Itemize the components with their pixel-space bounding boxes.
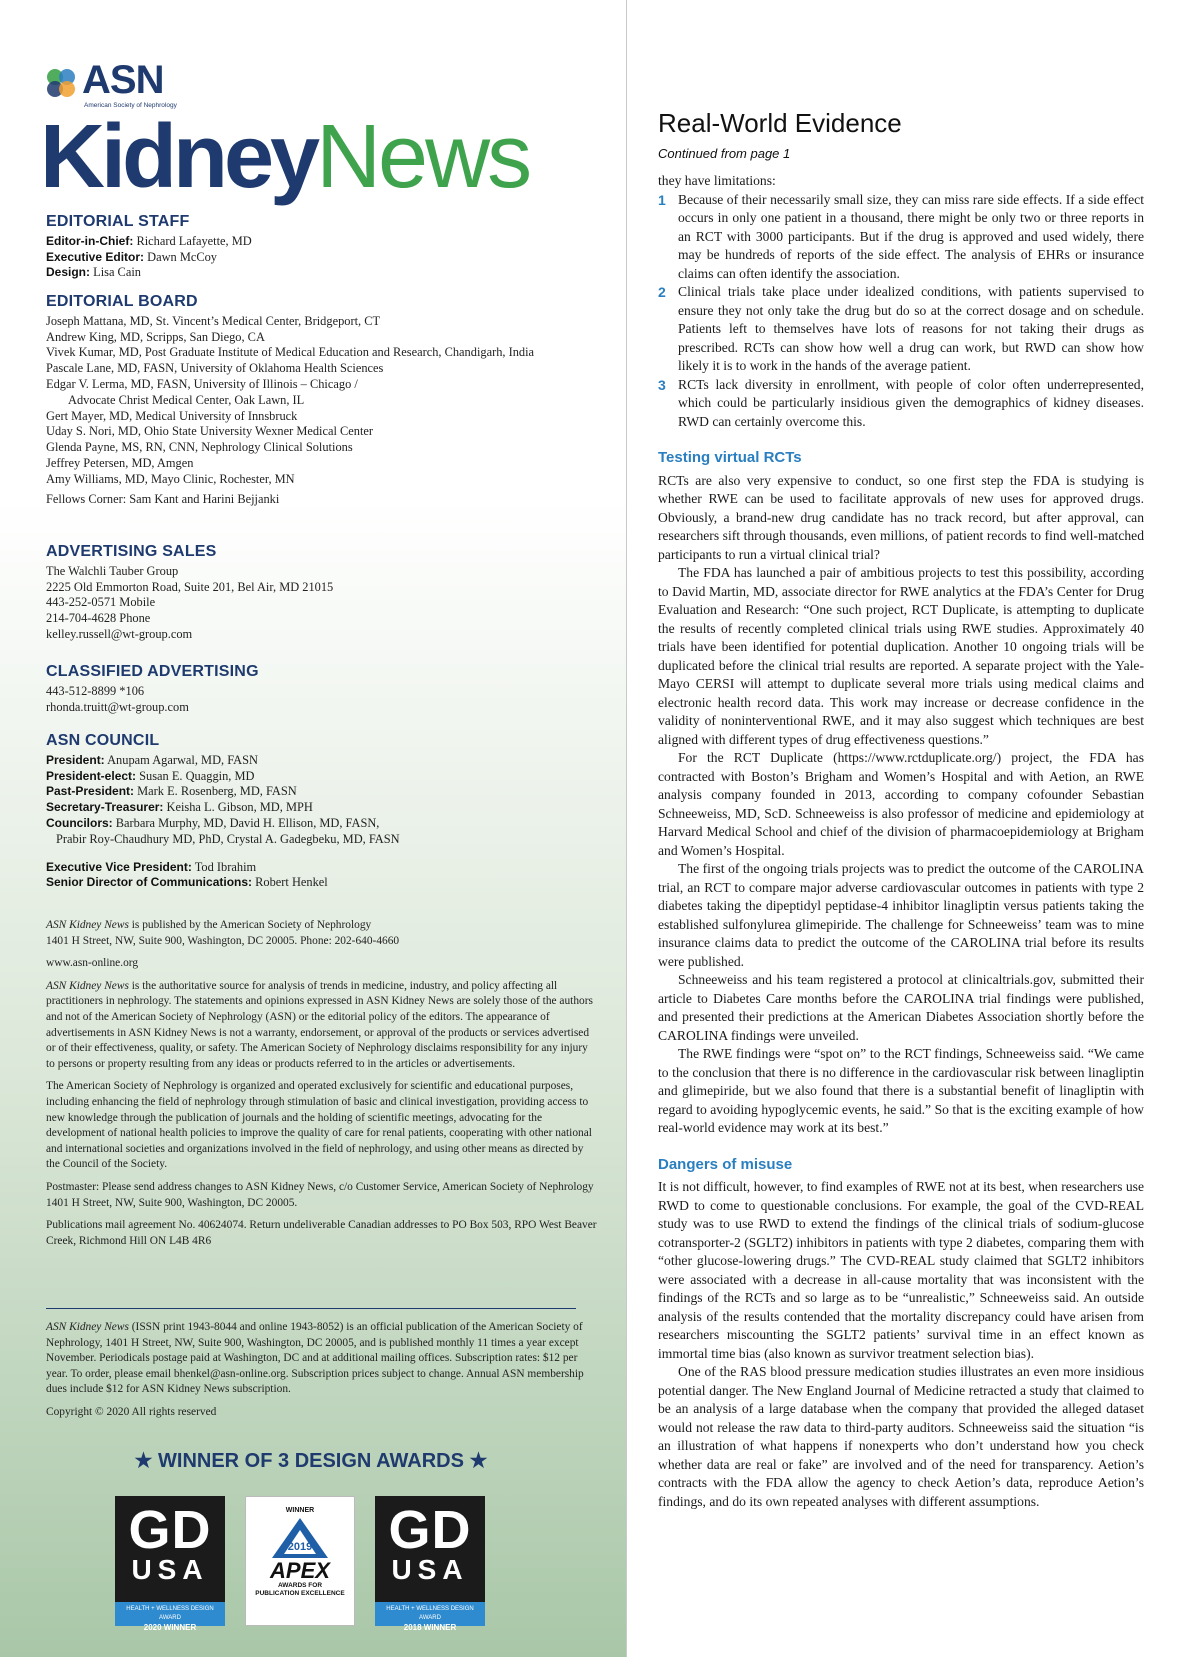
fine-print: [46, 918, 598, 1256]
mail-agreement: Publications mail agreement No. 40624074. Return undeliverable Canadian addresses to PO Box 503, RPO West Beaver Creek, Richmond Hill ON L4B 4R6: [46, 1219, 597, 1247]
apex-year: 2019: [287, 1541, 313, 1553]
article-body: they have limitations: 1 Because of their necessarily small size, they can miss rare side effects. If a side effect occurs in only one patient in a thousand, there might be only two or three reports in an RCT with 3000 participants. But if the drug is approved and used widely, there may be hundreds of reports of the side effect. The analysis of EHRs or insurance claims can often identify the association. 2 Clinical trials take place under idealized conditions, with patients supervised to ensure they not only take the drug but do so at the correct dosage and on schedule. Patients left to themselves have lots of reasons for not taking their drugs as prescribed. RCTs can show how well a drug can work, but RWD can show how likely it is to work in the hands of the average patient. 3 RCTs lack diversity in enrollment, with people of color often underrepresented, which could be particularly insidious given the demographics of kidney diseases. RWD can certainly overcome this. Testing virtual RCTs RCTs are also very expensive to conduct, so one first step the FDA is studying is whether RWE can be used to facilitate approvals of new uses for approved drugs. Obviously, a brand-new drug candidate has no track record, but after approval, can researchers sift through thousands, even millions, of patient records to find well-matched participants to run a virtual clinical trial? The FDA has launched a pair of ambitious projects to test this possibility, according to David Martin, MD, associate director for RWE analytics at the FDA’s Center for Drug Evaluation and Research: “One such project, RCT Duplicate, is attempting to duplicate the results of recently completed clinical trials using RWE studies. Approximately 40 trials have been identified for potential duplication. Another 10 ongoing trials will be duplicated before the clinical trial results are reported. A separate project with the Yale-Mayo CERSI will attempt to duplicate several more trials using medical claims and electronic health record data. This work may increase or decrease confidence in the validity of noninterventional RWE, and it may also suggest which techniques are best aligned with different types of drug effectiveness questions.” For the RCT Duplicate (https://www.rctduplicate.org/) project, the FDA has contracted with Boston’s Brigham and Women’s Hospital and with Aetion, an RWE analysis company founded in 2013, according to company cofounder Sebastian Schneeweiss, MD, ScD. Schneeweiss is also professor of medicine and epidemiology at Harvard Medical School and chief of the division of pharmacoepidemiology at Brigham and Women’s Hospital. The first of the ongoing trials projects was to predict the outcome of the CAROLINA trial, an RCT to compare major adverse cardiovascular outcomes in patients with type 2 diabetes taking the dipeptidyl peptidase-4 inhibitor linagliptin versus patients taking the established sulfonylurea glimepiride. The challenge for Schneeweiss’ team was to mine insurance claims data to predict the outcome of the CAROLINA trial before its results were published. Schneeweiss and his team registered a protocol at clinicaltrials.gov, submitted their article to Diabetes Care months before the CAROLINA trial findings were published, and presented their predictions at the American Diabetes Association shortly before the CAROLINA findings were unveiled. The RWE findings were “spot on” to the RCT findings, Schneeweiss said. “We came to the conclusion that there is no difference in the cardiovascular risk between linagliptin and glimepiride, but we also found that there is a substantial benefit of linagliptin with regard to avoiding hypoglycemic events, he said.” So that is the exciting example of how real-world evidence may work at its best.” Dangers of misuse It is not difficult, however, to find examples of RWE not at its best, when researchers use RWD to come to questionable conclusions. For example, the goal of the CVD-REAL study was to use RWD to extend the findings of the clinical trials of sodium-glucose cotransporter-2 (SGLT2) inhibitors in patients with type 2 diabetes, comparing them with “other glucose-lowering drugs.” The CVD-REAL study claimed that SGLT2 inhibitors were associated with a decrease in all-cause mortality that was inconsistent with the findings of the RCTs and so large as to be “unrealistic,” Schneeweiss said. An outside analysis of the results contended that the mortality discrepancy could have arisen from researchers miscounting the SGLT2 patients’ survival time in an effect known as immortal time bias (also known as survivor treatment selection bias). One of the RAS blood pressure medication studies illustrates an even more insidious potential danger. The New England Journal of Medicine retracted a study that claimed to be an analysis of a large database when the company that provided the alleged dataset would not release the raw data to third-party auditors. Schneeweiss said the situation “is an illustration of what happens if nonexperts who don’t understand how you check whether data are real or fake” are involved and of the need for transparency. Aetion’s contracts with the FDA allow the agency to check Aetion’s data, reproduce Aetion’s findings, and do its own repeated analyses with different assumptions.: [658, 172, 1144, 1511]
council-row: Past-President: Mark E. Rosenberg, MD, FASN: [46, 784, 297, 799]
paragraph: Schneeweiss and his team registered a protocol at clinicaltrials.gov, submitted their article to Diabetes Care months before the CAROLINA trial findings were published, and presented their predictions at the American Diabetes Association shortly before the CAROLINA findings were unveiled.: [658, 972, 1144, 1043]
sales-email[interactable]: kelley.russell@wt-group.com: [46, 626, 193, 641]
article-title: Real-World Evidence: [658, 108, 902, 138]
staff-row: Executive Editor: Dawn McCoy: [46, 249, 218, 264]
asn-logo-icon: [44, 66, 78, 100]
editorial-staff: [46, 214, 606, 281]
classified-email[interactable]: rhonda.truitt@wt-group.com: [46, 699, 189, 714]
published-by: ASN Kidney News is published by the American Society of Nephrology 1401 H Street, NW, Suite 900, Washington, DC 20005. Phone: 202-640-4660: [46, 919, 400, 947]
paragraph: For the RCT Duplicate (https://www.rctduplicate.org/) project, the FDA has contracted with Boston’s Brigham and Women’s Hospital and with Aetion, an RWE analysis company founded in 2013, according to company cofounder Sebastian Schneeweiss, MD, ScD. Schneeweiss is also professor of medicine and epidemiology at Harvard Medical School and chief of the division of pharmacoepidemiology at Brigham and Women’s Hospital.: [658, 750, 1144, 858]
classified-advertising: CLASSIFIED ADVERTISING 443-512-8899 *106 rhonda.truitt@wt-group.com: [46, 664, 606, 715]
advertising-sales-heading: ADVERTISING SALES: [46, 543, 217, 560]
list-item: 2 Clinical trials take place under idealized conditions, with patients supervised to ensure they not only take the drug but do so at the correct dosage and on schedule. Patients left to themselves have lots of reasons for not taking their drugs as prescribed. RCTs can show how well a drug can work, but RWD can show how likely it is to work in the hands of the average patient.: [658, 284, 1144, 373]
advertising-sales: ADVERTISING SALES The Walchli Tauber Group 2225 Old Emmorton Road, Suite 201, Bel Air, MD 21015 443-252-0571 Mobile 214-704-4628 Phone kelley.russell@wt-group.com: [46, 544, 606, 643]
board-member: Jeffrey Petersen, MD, Amgen: [46, 455, 194, 470]
subhead-dangers: Dangers of misuse: [658, 1155, 793, 1173]
board-member: Advocate Christ Medical Center, Oak Lawn, IL: [68, 392, 305, 407]
board-member: Gert Mayer, MD, Medical University of Innsbruck: [46, 408, 298, 423]
website-link[interactable]: www.asn-online.org: [46, 957, 139, 970]
copyright: Copyright © 2020 All rights reserved: [46, 1405, 217, 1418]
board-member: Joseph Mattana, MD, St. Vincent’s Medical Center, Bridgeport, CT: [46, 313, 381, 328]
asn-wordmark: ASN: [82, 58, 164, 102]
asn-council: ASN COUNCIL President: Anupam Agarwal, MD, FASN President-elect: Susan E. Quaggin, MD Past-President: Mark E. Rosenberg, MD, FASN Secretary-Treasurer: Keisha L. Gibson, MD, MPH Councilors: Barbara Murphy, MD, David H. Ellison, MD, FASN, Prabir Roy-Chaudhury MD, PhD, Crystal A. Gadegbeku, MD, FASN Executive Vice President: Tod Ibrahim Senior Director of Communications: Robert Henkel: [46, 733, 606, 891]
editorial-staff-heading: EDITORIAL STAFF: [46, 213, 190, 230]
list-item: 3 RCTs lack diversity in enrollment, with people of color often underrepresented, which could be particularly insidious given the demographics of kidney diseases. RWD can certainly overcome this.: [658, 376, 1144, 429]
apex-2019-award: WINNER 2019 APEX AWARDS FOR PUBLICATION EXCELLENCE: [245, 1496, 355, 1626]
awards-heading: ★ WINNER OF 3 DESIGN AWARDS ★: [134, 1450, 488, 1472]
disclaimer: ASN Kidney News is the authoritative source for analysis of trends in medicine, industry, and policy affecting all practitioners in nephrology. The statements and opinions expressed in ASN Kidney News are solely those of the authors and not of the American Society of Nephrology (ASN) or the editorial policy of the editors. The appearance of advertisements in ASN Kidney News is not a warranty, endorsement, or approval of the products or services advertised or of their effectiveness, quality, or safety. The American Society of Nephrology disclaims responsibility for any injury to persons or property resulting from any ideas or products referred to in the articles or advertisements.: [46, 979, 593, 1070]
fellows-corner: Fellows Corner: Sam Kant and Harini Bejjanki: [46, 491, 280, 506]
council-row: President-elect: Susan E. Quaggin, MD: [46, 768, 255, 783]
list-item: 1 Because of their necessarily small size, they can miss rare side effects. If a side effect occurs in only one patient in a thousand, there might be only two or three reports in an RCT with 3000 participants. But if the drug is approved and used widely, there may be hundreds of reports of the side effect. The analysis of EHRs or insurance claims can often identify the association.: [658, 191, 1144, 281]
title-news: News: [316, 107, 530, 207]
kidney-news-title: [40, 107, 530, 207]
postmaster: Postmaster: Please send address changes to ASN Kidney News, c/o Customer Service, American Society of Nephrology 1401 H Street, NW, Suite 900, Washington, DC 20005.: [46, 1180, 594, 1209]
staff-row: Editor-in-Chief: Richard Lafayette, MD: [46, 233, 252, 248]
paragraph: The FDA has launched a pair of ambitious projects to test this possibility, according to David Martin, MD, associate director for RWE analytics at the FDA’s Center for Drug Evaluation and Research: “One such project, RCT Duplicate, is attempting to duplicate the results of recently completed clinical trials using RWE studies. Approximately 40 trials have been identified for potential duplication. Another 10 ongoing trials will be duplicated before the clinical trial results are reported. A separate project with the Yale-Mayo CERSI will attempt to duplicate several more trials using medical claims and electronic health record data. This work may increase or decrease confidence in the validity of noninterventional RWE, and it may also suggest which techniques are best aligned with different types of drug effectiveness questions.”: [658, 565, 1144, 747]
board-member: Amy Williams, MD, Mayo Clinic, Rochester, MN: [46, 471, 295, 486]
council-row: Executive Vice President: Tod Ibrahim: [46, 859, 257, 874]
apex-triangle-icon: [270, 1516, 330, 1560]
board-member: Glenda Payne, MS, RN, CNN, Nephrology Clinical Solutions: [46, 440, 353, 455]
board-member: Uday S. Nori, MD, Ohio State University Wexner Medical Center: [46, 424, 374, 439]
board-member: Edgar V. Lerma, MD, FASN, University of Illinois – Chicago /: [46, 376, 358, 391]
council-row: Senior Director of Communications: Robert Henkel: [46, 875, 328, 890]
column-divider: [626, 0, 627, 1657]
title-kidney: Kidney: [40, 107, 317, 207]
board-member: Vivek Kumar, MD, Post Graduate Institute of Medical Education and Research, Chandigarh, India: [46, 345, 535, 360]
editorial-board-heading: EDITORIAL BOARD: [46, 293, 198, 310]
staff-row: Design: Lisa Cain: [46, 265, 141, 280]
board-member: Andrew King, MD, Scripps, San Diego, CA: [46, 329, 265, 344]
council-row: President: Anupam Agarwal, MD, FASN: [46, 752, 258, 767]
board-member: Pascale Lane, MD, FASN, University of Oklahoma Health Sciences: [46, 361, 384, 376]
paragraph: The RWE findings were “spot on” to the RCT findings, Schneeweiss said. “We came to the conclusion that there is no difference in the cardiovascular risk between linagliptin and glimepiride, but we also found that there is a substantial benefit of linagliptin with regard to avoiding hypoglycemic events, he said.” So that is the exciting example of how real-world evidence may work at its best.”: [658, 1046, 1144, 1135]
council-row: Councilors: Barbara Murphy, MD, David H. Ellison, MD, FASN,: [46, 815, 380, 830]
council-heading: ASN COUNCIL: [46, 732, 160, 749]
classified-heading: CLASSIFIED ADVERTISING: [46, 663, 259, 680]
paragraph: One of the RAS blood pressure medication studies illustrates an even more insidious potential danger. The New England Journal of Medicine retracted a study that claimed to be an analysis of a large database when the company that provided the alleged dataset would not release the raw data to third-party auditors. Schneeweiss said the situation “is an illustration of what happens if nonexperts who don’t understand how you check whether data are real or fake” are involved and of the need for transparency. Aetion’s contracts with the FDA allow the agency to check Aetion’s data, reproduce Aetion’s findings, and do its own repeated analyses with different assumptions.: [658, 1364, 1144, 1509]
subhead-testing: Testing virtual RCTs: [658, 449, 802, 466]
gd-usa-2018-award: GD USA HEALTH + WELLNESS DESIGN AWARD 2018 WINNER: [375, 1496, 485, 1626]
issn-notice: ASN Kidney News (ISSN print 1943-8044 and online 1943-8052) is an official publication of the American Society of Nephrology, 1401 H Street, NW, Suite 900, Washington, DC 20005, and is published monthly 11 times a year except November. Periodicals postage paid at Washington, DC and at additional mailing offices. Subscription rates: $12 per year. To order, please email bhenkel@asn-online.org. Subscription prices subject to change. Annual ASN membership dues include $12 for ASN Kidney News subscription. Copyright © 2020 All rights reserved: [46, 1320, 598, 1428]
paragraph: It is not difficult, however, to find examples of RWE not at its best, when researchers use RWD to come to questionable conclusions. For example, the goal of the CVD-REAL study was to use RWD to extend the findings of the clinical trials of sodium-glucose cotransporter-2 (SGLT2) inhibitors in patients with type 2 diabetes, comparing them with “other glucose-lowering drugs.” The CVD-REAL study claimed that SGLT2 inhibitors were associated with a decrease in all-cause mortality that was inconsistent with the findings of the RCTs and so large as to be “unrealistic,” Schneeweiss said. An outside analysis of the results contended that the mortality discrepancy could have arisen from researchers miscounting the SGLT2 patients’ survival time in an effect known as immortal time bias (also known as survivor treatment selection bias).: [658, 1179, 1144, 1361]
paragraph: The first of the ongoing trials projects was to predict the outcome of the CAROLINA trial, an RCT to compare major adverse cardiovascular outcomes in patients with type 2 diabetes taking the dipeptidyl peptidase-4 inhibitor linagliptin versus patients taking the established sulfonylurea glimepiride. The challenge for Schneeweiss’ team was to mine insurance claims data to predict the outcome of the CAROLINA trial before its results were published.: [658, 861, 1144, 969]
fine-print-divider: [46, 1308, 576, 1309]
gd-usa-2020-award: GD USA HEALTH + WELLNESS DESIGN AWARD 2020 WINNER: [115, 1496, 225, 1626]
society-purpose: The American Society of Nephrology is organized and operated exclusively for scientific and educational purposes, including enhancing the field of nephrology through stimulation of basic and clinical investigation, providing access to new knowledge through the publication of journals and the holding of scientific meetings, advocating for the development of national health policies to improve the quality of care for renal patients, cooperating with other national and international societies and organizations involved in the field of nephrology, and using other means as directed by the Council of the Society.: [46, 1080, 592, 1171]
asn-subtitle: American Society of Nephrology: [84, 102, 177, 109]
council-row: Secretary-Treasurer: Keisha L. Gibson, MD, MPH: [46, 800, 313, 815]
continued-from: Continued from page 1: [658, 146, 791, 161]
paragraph: RCTs are also very expensive to conduct, so one first step the FDA is studying is whether RWE can be used to facilitate approvals of new uses for approved drugs. Obviously, a brand-new drug candidate has no track record, but after approval, can researchers sift through thousands, even millions, of patient records to find well-matched participants to run a virtual clinical trial?: [658, 472, 1144, 562]
editorial-board: [46, 294, 606, 507]
